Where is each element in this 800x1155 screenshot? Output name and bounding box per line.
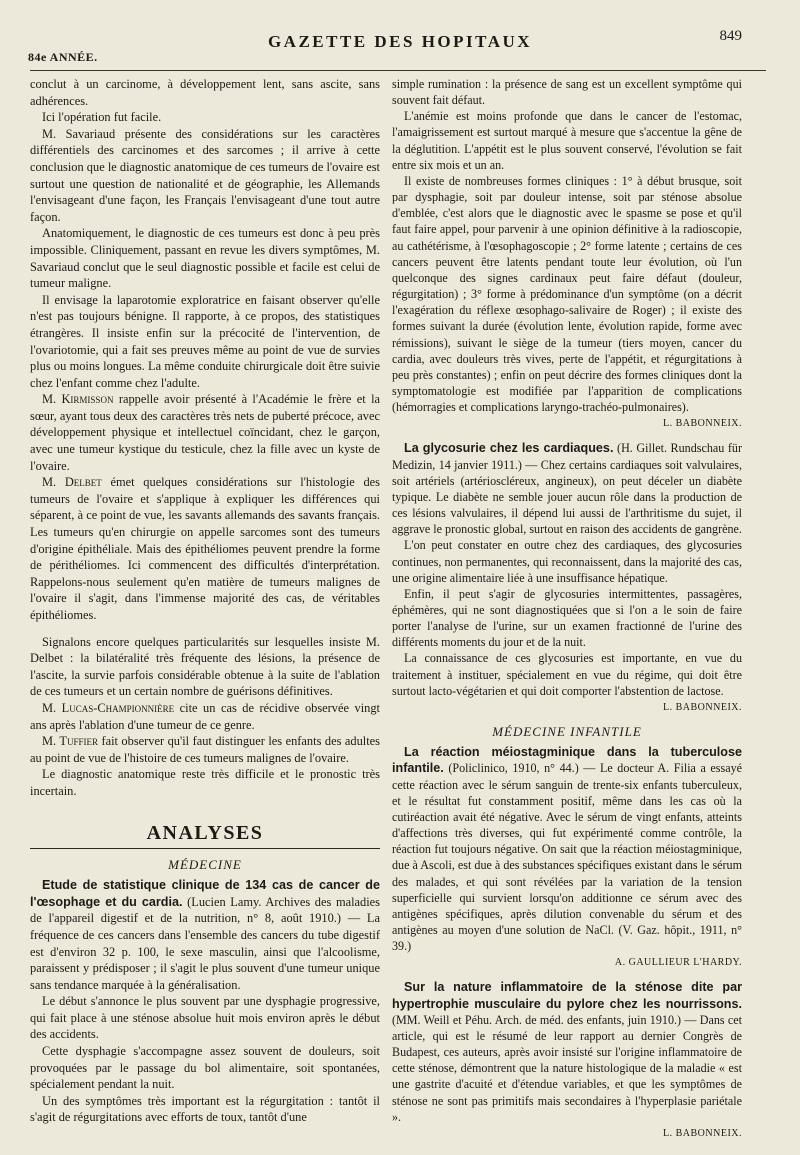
paragraph: M. Savariaud présente des considérations sur les caractères différentiels des carcinomes et des sarcomes ; il arrive à cette conclusion que le diagnostic anatomique de ces tumeurs de l'ovaire est surtout une question de nationalité et de géographie, les Allemands l'envisageant d'une façon, les Français l'envisageant d'une tout autre façon.: [30, 126, 380, 224]
subsection-heading: MÉDECINE INFANTILE: [492, 724, 642, 740]
article-reference: (Lucien Lamy. Archives des maladies de l'appareil digestif et de la nutrition, n° 8, août 1910.) —: [30, 894, 380, 926]
article-reference: (Policlinico, 1910, n° 44.) —: [443, 761, 600, 776]
article-body: Dans cet article, qui est le résumé de leur rapport au dernier Congrès de Budapest, ces auteurs, après avoir insisté sur l'origine inflammatoire de cette sténose, démontrent que la nature histologique de la maladie « est une gastrite d'acuité et d'étendue variables, et que les symptômes de sténose ne sont pas primitifs mais secondaires à l'hyperplasie pariétale ».: [392, 1012, 742, 1124]
paragraph: [30, 391, 380, 474]
article-reference: (MM. Weill et Péhu. Arch. de méd. des enfants, juin 1910.) —: [392, 1012, 700, 1027]
paragraph-text: rappelle avoir présenté à l'Académie le frère et la sœur, ayant tous deux des caractères très nets de puberté précoce, avec développement physique et intellectuel coïncidant, chez le garçon, avec une tumeur kystique du testicule, chez la fille avec un kyste de l'ovaire.: [30, 392, 381, 473]
paragraph: simple rumination : la présence de sang est un excellent symptôme qui souvent fait défaut.: [392, 77, 742, 108]
article-title: Sur la nature inflammatoire de la sténose dite par hypertrophie musculaire du pylore chez les nourrissons.: [392, 980, 742, 1011]
article-reference: (H. Gillet. Rundschau für Medizin, 14 janvier 1911.) —: [392, 441, 742, 472]
paragraph: Anatomiquement, le diagnostic de ces tumeurs est donc à peu près impossible. Cliniquement, passant en revue les divers symptômes, M. Savariaud conclut que le seul diagnostic possible et facile est celui de tumeur maligne.: [30, 226, 380, 291]
article-title: La glycosurie chez les cardiaques.: [404, 441, 614, 456]
article-title: Etude de statistique clinique de 134 cas de cancer de l'œsophage et du cardia.: [30, 878, 380, 909]
paragraph: Un des symptômes très important est la régurgitation : tantôt il s'agit de régurgitations avec efforts de toux, tantôt d'une: [30, 1093, 380, 1125]
paragraph: [30, 733, 380, 766]
paragraph: Il existe de nombreuses formes cliniques : 1° à début brusque, soit par dysphagie, soit par douleur intense, soit par sténose absolue d'emblée, c'est alors que le diagnostic avec le spasme se pose et qu'il faut faire appel, pour parvenir à une opinion définitive à la radioscopie, au cathétérisme, à l'œsophagoscopie ; 2° forme latente ; certains de ces cancers peuvent être latents pendant toute leur évolution, où l'un quelconque des signes cardinaux peut faire défaut (douleur, régurgitation) ; 3° forme à prédominance d'un symptôme (on a décrit l'exagération du réflexe œsophago-salivaire de Roger) ; il existe des formes suivant la durée (évolution lente, évolution rapide, forme avec rémissions), suivant le siège de la tumeur (tiers moyen, cancer du cardia, avec douleurs très vives, perte de l'appétit, et régurgitations à peu près constantes) ; enfin on peut décrire des formes cliniques dont la symptomatologie est modifiée par l'apparition de complications (hémorragies et complications laryngo-trachéo-pulmonaires).: [392, 173, 742, 415]
article: [392, 744, 742, 954]
paragraph: [30, 474, 380, 623]
left-column: [30, 76, 380, 1126]
spacer: [30, 624, 380, 634]
paragraph: Enfin, il peut s'agir de glycosuries intermittentes, passagères, éphémères, qui ne sont diagnostiquées que si l'on a le soin de faire porter l'analyse de l'urine, sur un examen fractionné de l'urine des différents moments du jour et de la nuit.: [392, 586, 742, 650]
author-signature: L. BABONNEIX.: [663, 1127, 742, 1139]
subsection-heading: MÉDECINE: [168, 856, 242, 872]
article-body: La fréquence de ces cancers dans l'ensemble des cancers du tube digestif est d'environ 32 p. 100, le sexe masculin, ainsi que l'alcoolisme, paraissent y prédisposer ; il s'agit le plus souvent d'une tumeur unique sans tendance marquée à la généralisation.: [30, 911, 380, 992]
article: [392, 979, 742, 1124]
header-rule: [30, 70, 766, 71]
paragraph: Il envisage la laparotomie exploratrice en faisant observer qu'elle n'est pas toujours bénigne. Il rapporte, à ce propos, des statistiques étrangères. Il insiste enfin sur la précocité de l'intervention, de l'ovariotomie, qui a fait ses preuves même au point de vue de survies plus ou moins longues. La même conduite chirurgicale doit être suivie chez l'enfant comme chez l'adulte.: [30, 292, 380, 390]
paragraph: L'anémie est moins profonde que dans le cancer de l'estomac, l'amaigrissement est surtout marqué à mesure que s'accentue la gêne de la déglutition. L'appétit est le plus souvent conservé, l'évolution se fait entre six mois et un an.: [392, 109, 742, 172]
paragraph: Le diagnostic anatomique reste très difficile et le pronostic très incertain.: [30, 767, 380, 798]
article: [392, 440, 742, 537]
paragraph-text: cite un cas de récidive observée vingt ans après l'ablation d'une tumeur de ce genre.: [30, 700, 380, 732]
speaker-name: M. Delbet: [42, 475, 102, 490]
paragraph: Signalons encore quelques particularités sur lesquelles insiste M. Delbet : la bilatéralité très fréquente des lésions, la présence de l'ascite, la survie parfois considérable obtenue à la suite de l'ablation de ces tumeurs et un certain nombre de guérisons définitives.: [30, 634, 380, 699]
page-header: [0, 0, 800, 72]
article: [30, 877, 380, 993]
paragraph: Cette dysphagie s'accompagne assez souvent de douleurs, soit provoquées par le passage du bol alimentaire, soit spontanées, spécialement pendant la nuit.: [30, 1044, 380, 1092]
paragraph: La connaissance de ces glycosuries est importante, en vue du traitement à instituer, spécialement en vue du régime, qui doit être surtout lacto-végétarien et qui doit comporter l'abstention de lactose.: [392, 651, 742, 698]
speaker-name: M. Kirmisson: [42, 392, 114, 407]
author-signature: A. GAULLIEUR L'HARDY.: [614, 957, 742, 969]
paragraph: conclut à un carcinome, à développement lent, sans ascite, sans adhérences.: [30, 77, 380, 108]
article-title: La réaction méiostagminique dans la tuberculose infantile.: [392, 745, 742, 776]
section-heading: ANALYSES: [30, 820, 380, 849]
author-signature: L. BABONNEIX.: [663, 701, 742, 713]
paragraph: [30, 700, 380, 733]
article-body: Chez certains cardiaques soit valvulaires, soit artériels (artérioscléreux, angineux), on peut déceler un diabète typique. Le diabète ne semble jouer aucun rôle dans la production de ces lésions valvulaires, il dépend lui aussi de l'arthritisme du sujet, il aggrave le pronostic global, surtout en raison des accidents de gangrène.: [392, 457, 743, 537]
paragraph-text: émet quelques considérations sur l'histologie des tumeurs de l'ovaire et s'applique à expliquer les différences qui séparent, à ce point de vue, les savants allemands des savants français. Les tumeurs qu'en chirurgie on appelle sarcomes sont des tumeurs d'origine épithéliale. Mais des épithéliomes peuvent prendre la forme de périthéliomes. Ici commencent des difficultés d'interprétation. Rappelons-nous seulement qu'en matière de tumeurs malignes de l'ovaire il s'agit, dans l'immense majorité des cas, de véritables épithéliomes.: [30, 475, 380, 622]
article-body: Le docteur A. Filia a essayé cette réaction avec le sérum sanguin de trente-six enfants tuberculeux, et le résultat fut constamment positif, même dans les cas où la cutiréaction avait été négative. Avec le sérum de vingt enfants, atteints d'affections très diverses, qui fut expérimenté comme contrôle, la réaction fut toujours négative. On sait que la réaction méiostagminique, due à Ascoli, est due à des substances spécifiques existant dans le sérum des malades, et qui sont révélées par la variation de la tension superficielle qui survient lorsqu'on additionne ce sérum avec des antigènes spécifiques, après dilution convenable du sérum et des antigènes au moyen d'une solution de NaCl. (V. Gaz. hôpit., 1911, n° 39.): [392, 761, 742, 954]
speaker-name: M. Lucas-Championnière: [42, 700, 175, 715]
right-column: [392, 76, 742, 1142]
author-signature: L. BABONNEIX.: [663, 418, 742, 430]
paragraph: Ici l'opération fut facile.: [42, 110, 162, 125]
page-number: 849: [719, 28, 742, 44]
paragraph: L'on peut constater en outre chez des cardiaques, des glycosuries continues, non permanentes, qui reconnaissent, dans la majorité des cas, une origine alimentaire liée à une insuffisance hépatique.: [392, 538, 742, 585]
year-label: 84e ANNÉE.: [28, 50, 98, 64]
paragraph-text: fait observer qu'il faut distinguer les enfants des adultes au point de vue de l'histoire de ces tumeurs malignes de l'ovaire.: [30, 734, 380, 765]
publication-title: GAZETTE DES HOPITAUX: [267, 32, 533, 51]
paragraph: Le début s'annonce le plus souvent par une dysphagie progressive, qui fait place à une sténose absolue huit mois environ après le début des accidents.: [30, 994, 380, 1042]
speaker-name: M. Tuffier: [42, 734, 98, 749]
